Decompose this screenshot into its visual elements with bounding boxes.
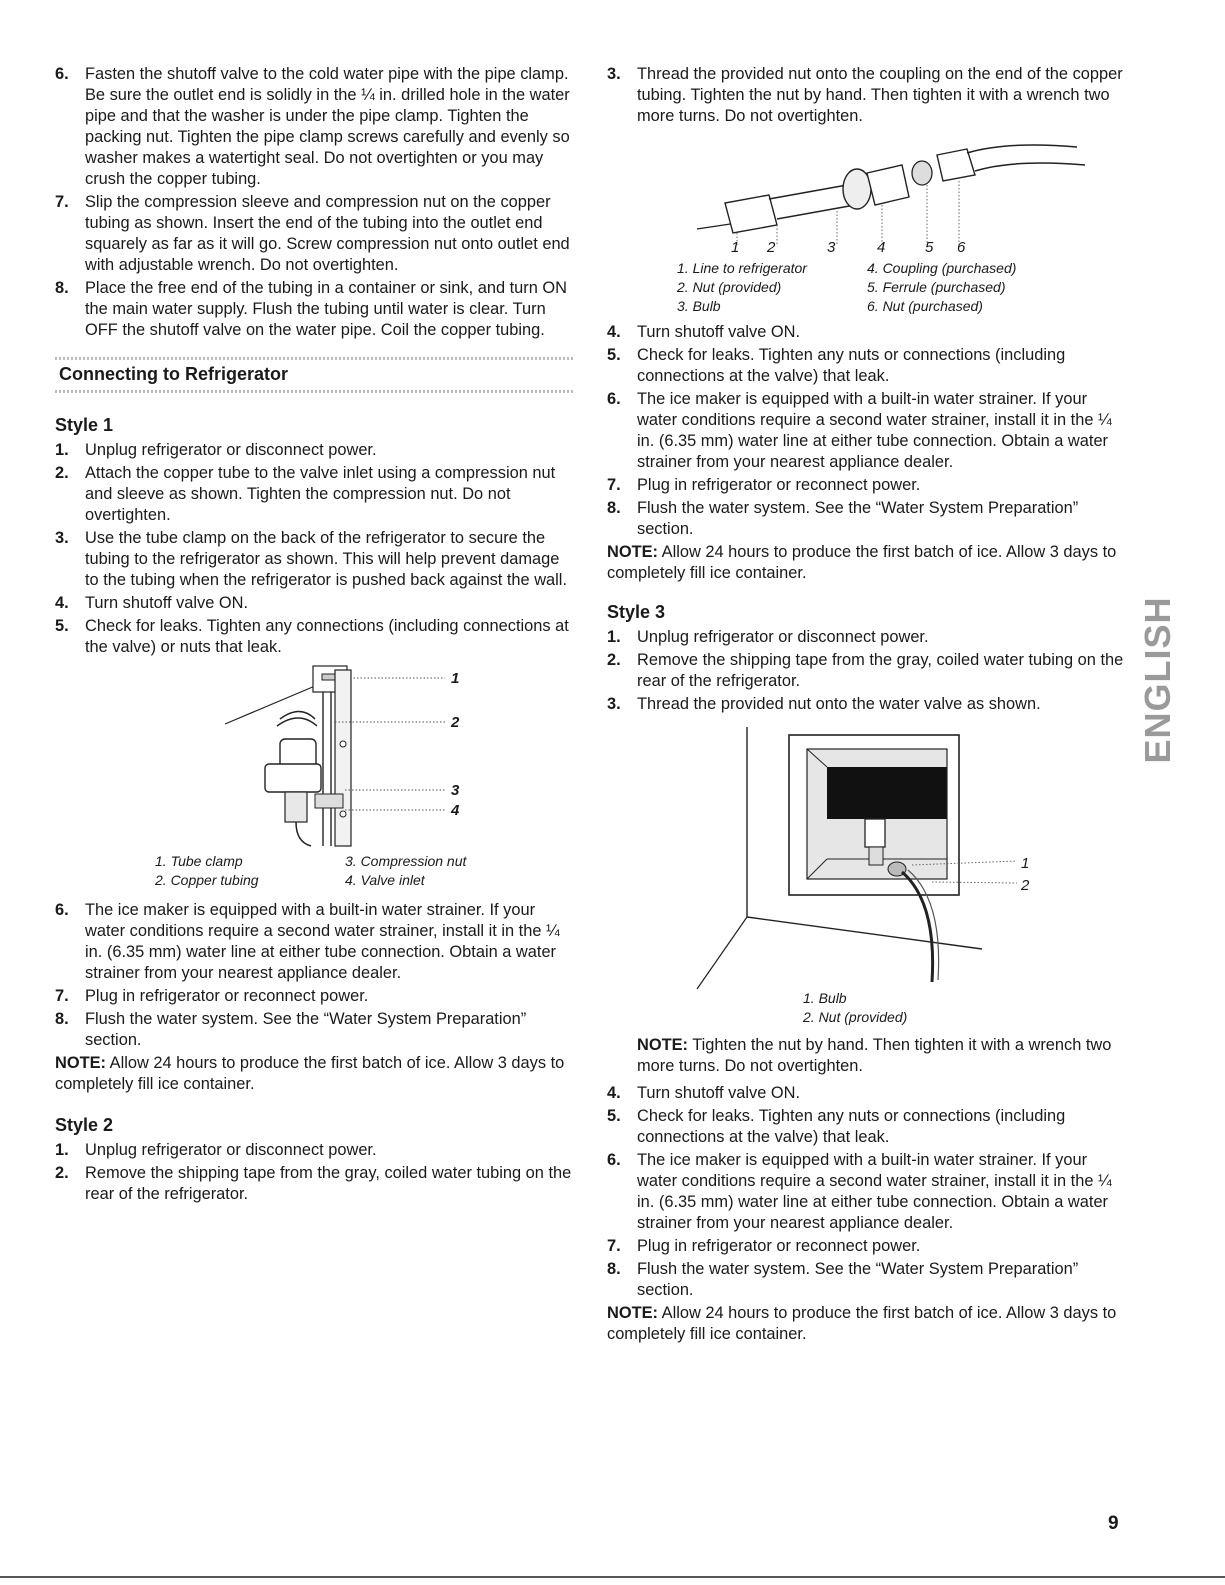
figure-caption: 3. Bulb — [677, 298, 721, 314]
list-item: 8. Flush the water system. See the “Water System Preparation” section. — [607, 1260, 1079, 1299]
list-item: 7. Plug in refrigerator or reconnect power. — [607, 476, 921, 494]
style1-figure — [55, 664, 575, 846]
style3-captions — [803, 989, 1127, 1027]
list-item: 3. Thread the provided nut onto the water valve as shown. — [607, 695, 1041, 713]
list-item: 2. Attach the copper tube to the valve inlet using a compression nut and sleeve as shown. Tighten the compression nut. Do not overtighten. — [55, 464, 556, 524]
figure-caption: 2. Copper tubing — [155, 872, 259, 888]
list-item: 5. Check for leaks. Tighten any connections (including connections at the valve) or nuts that leak. — [55, 617, 569, 656]
figure-caption: 4. Valve inlet — [345, 872, 425, 888]
list-item: 6. The ice maker is equipped with a built-in water strainer. If your water conditions require a second water strainer, install it in the ¼ in. (6.35 mm) water line at either tube connection. Obtain a water strainer from your nearest appliance dealer. — [607, 390, 1112, 471]
list-item: 2. Remove the shipping tape from the gray, coiled water tubing on the rear of the refrigerator. — [55, 1164, 572, 1203]
figure-caption: 2. Nut (provided) — [803, 1009, 908, 1025]
list-item: 4. Turn shutoff valve ON. — [607, 1084, 801, 1102]
list-item: 6. Fasten the shutoff valve to the cold water pipe with the pipe clamp. Be sure the outlet end is solidly in the ¼ in. drilled hole in the water pipe and that the washer is under the pipe clamp. Tighten the packing nut. Tighten the pipe clamp screws carefully and evenly so washer makes a watertight seal. Do not overtighten or you may crush the copper tubing. — [55, 65, 570, 188]
language-tab-text: ENGLISH — [1137, 596, 1178, 764]
list-item: 4. Turn shutoff valve ON. — [607, 323, 801, 341]
figure-caption: 1. Bulb — [803, 990, 847, 1006]
style2-figure — [607, 133, 1127, 256]
list-item: 7. Plug in refrigerator or reconnect power. — [607, 1237, 921, 1255]
style3-note: NOTE: Allow 24 hours to produce the first batch of ice. Allow 3 days to completely fill ice container. — [607, 1304, 1117, 1343]
figure-label: 1 — [731, 239, 740, 256]
figure-label: 5 — [925, 239, 934, 256]
list-item: 1. Unplug refrigerator or disconnect power. — [55, 441, 377, 459]
style3-steps — [607, 627, 1127, 715]
list-item: 5. Check for leaks. Tighten any nuts or connections (including connections at the valve) that leak. — [607, 1107, 1066, 1146]
style3-steps-after — [607, 1083, 1127, 1301]
section-header — [55, 357, 575, 393]
list-item: 1. Unplug refrigerator or disconnect power. — [607, 628, 929, 646]
style2-captions — [677, 259, 1127, 316]
figure-label: 1 — [451, 670, 460, 687]
figure-caption: 3. Compression nut — [345, 853, 467, 869]
list-item: 8. Flush the water system. See the “Water System Preparation” section. — [607, 499, 1079, 538]
bottom-rule — [0, 1576, 1225, 1578]
style1-steps — [55, 440, 575, 658]
figure-caption: 1. Line to refrigerator — [677, 260, 807, 276]
figure-caption: 1. Tube clamp — [155, 853, 243, 869]
page-number: 9 — [1108, 1513, 1119, 1534]
figure-label: 2 — [1021, 877, 1030, 894]
figure-caption: 6. Nut (purchased) — [867, 298, 983, 314]
list-item: 3. Use the tube clamp on the back of the refrigerator to secure the tubing to the refrigerator as shown. This will help prevent damage to the tubing when the refrigerator is pushed back against the wall. — [55, 529, 567, 589]
figure-caption: 2. Nut (provided) — [677, 279, 782, 295]
figure-caption: 4. Coupling (purchased) — [867, 260, 1017, 276]
style1-heading: Style 1 — [55, 415, 114, 435]
figure-label: 3 — [827, 239, 836, 256]
list-item: 7. Slip the compression sleeve and compression nut on the copper tubing as shown. Insert the end of the tubing into the outlet end squarely as far as it will go. Screw compression nut onto outlet end with adjustable wrench. Do not overtighten. — [55, 193, 570, 274]
right-column — [607, 64, 1127, 1345]
style3-heading: Style 3 — [607, 602, 666, 622]
coupling-diagram — [697, 133, 1117, 253]
figure-label: 6 — [957, 239, 966, 256]
list-item: 6. The ice maker is equipped with a built-in water strainer. If your water conditions require a second water strainer, install it in the ¼ in. (6.35 mm) water line at either tube connection. Obtain a water strainer from your nearest appliance dealer. — [607, 1151, 1112, 1232]
left-column — [55, 64, 575, 1207]
water-valve-diagram — [697, 727, 1117, 989]
list-item: 8. Flush the water system. See the “Water System Preparation” section. — [55, 1010, 527, 1049]
style2-heading: Style 2 — [55, 1115, 114, 1135]
list-item: 5. Check for leaks. Tighten any nuts or connections (including connections at the valve) that leak. — [607, 346, 1066, 385]
style2-steps-after — [607, 322, 1127, 540]
figure-label: 4 — [877, 239, 886, 256]
style2-steps-cont — [607, 64, 1127, 127]
intro-steps — [55, 64, 575, 341]
figure-label: 1 — [1021, 855, 1030, 872]
figure-label: 4 — [451, 802, 460, 819]
list-item: 7. Plug in refrigerator or reconnect power. — [55, 987, 369, 1005]
figure-caption: 5. Ferrule (purchased) — [867, 279, 1006, 295]
language-tab — [1137, 565, 1188, 795]
list-item: 4. Turn shutoff valve ON. — [55, 594, 249, 612]
list-item: 2. Remove the shipping tape from the gray, coiled water tubing on the rear of the refrigerator. — [607, 651, 1124, 690]
style3-inline-note: NOTE: Tighten the nut by hand. Then tighten it with a wrench two more turns. Do not overtighten. — [637, 1036, 1112, 1075]
list-item: 1. Unplug refrigerator or disconnect power. — [55, 1141, 377, 1159]
figure-label: 3 — [451, 782, 460, 799]
style2-steps — [55, 1140, 575, 1205]
valve-diagram — [225, 664, 585, 846]
section-title: Connecting to Refrigerator — [59, 364, 289, 384]
style1-note: NOTE: Allow 24 hours to produce the first batch of ice. Allow 3 days to completely fill ice container. — [55, 1054, 565, 1093]
style2-note: NOTE: Allow 24 hours to produce the first batch of ice. Allow 3 days to completely fill ice container. — [607, 543, 1117, 582]
list-item: 6. The ice maker is equipped with a built-in water strainer. If your water conditions require a second water strainer, install it in the ¼ in. (6.35 mm) water line at either tube connection. Obtain a water strainer from your nearest appliance dealer. — [55, 901, 560, 982]
style3-figure — [607, 721, 1127, 983]
style1-steps-after — [55, 900, 575, 1051]
list-item: 8. Place the free end of the tubing in a container or sink, and turn ON the main water supply. Flush the tubing until water is clear. Turn OFF the shutoff valve on the water pipe. Coil the copper tubing. — [55, 279, 567, 339]
list-item: 3. Thread the provided nut onto the coupling on the end of the copper tubing. Tighten the nut by hand. Then tighten it with a wrench two more turns. Do not overtighten. — [607, 65, 1123, 125]
figure-label: 2 — [451, 714, 460, 731]
style1-captions — [155, 852, 575, 890]
figure-label: 2 — [767, 239, 776, 256]
